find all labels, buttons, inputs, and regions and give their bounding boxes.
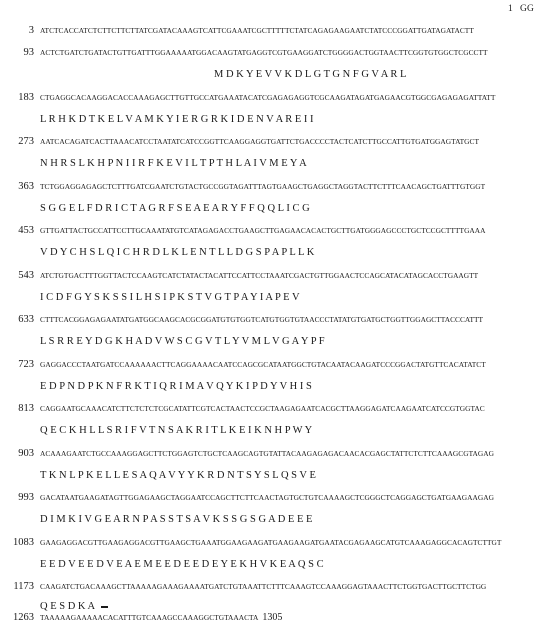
nucleotide-row xyxy=(0,611,555,625)
amino-acid-row xyxy=(40,335,545,349)
amino-acid-row xyxy=(40,246,545,260)
position-number: 183 xyxy=(18,92,34,103)
nucleotide-sequence: GACATAATGAAGATAGTTGGAGAAGCTAGGAATCCAGCTTCTTCAACTAGTGCTGTCAAAAGCTCGGGCTCAGGAGCTGATGAAGAAGAG xyxy=(40,493,494,502)
amino-acid-row xyxy=(40,513,545,527)
amino-acid-sequence: Q E C K H L L S R I F V T N S A K R I T L K E I K N H P W Y xyxy=(40,425,313,436)
nucleotide-row xyxy=(0,46,555,60)
amino-acid-row xyxy=(40,113,545,127)
position-number: 813 xyxy=(18,403,34,414)
amino-acid-sequence: V D Y C H S L Q I C H R D L K L E N T L L D G S P A P L L K xyxy=(40,247,315,258)
end-position-number: 1305 xyxy=(262,612,283,623)
nucleotide-row xyxy=(0,580,555,594)
nucleotide-row xyxy=(0,224,555,238)
nucleotide-sequence: ACTCTGATCTGATACTGTTGATTTGGAAAAATGGACAAGTATGAGGTCGTGAAGGATCTGGGGACTGGTAACTTCGGTGTGGCTCGCCTT xyxy=(40,48,488,57)
amino-acid-row xyxy=(40,424,545,438)
nucleotide-sequence: ATCTGTGACTTTGGTTACTCCAAGTCATCTATACTACATTCCATTCCTAAATCGACTGTTGGAACTCCAGCATACATAGCACCTGAAGTT xyxy=(40,271,479,280)
nucleotide-row xyxy=(0,313,555,327)
header-sequence: GG xyxy=(520,4,535,14)
nucleotide-row xyxy=(0,402,555,416)
position-number: 1173 xyxy=(13,581,34,592)
amino-acid-row xyxy=(40,380,545,394)
nucleotide-sequence: CTGAGGCACAAGGACACCAAAGAGCTTGTTGCCATGAAATACATCGAGAGAGGTCGCAAGATAGATGAGAACGTGGCGAGAGAGATTATT xyxy=(40,93,496,102)
position-number: 993 xyxy=(18,492,34,503)
nucleotide-row xyxy=(0,536,555,550)
position-number: 633 xyxy=(18,314,34,325)
nucleotide-row xyxy=(0,269,555,283)
nucleotide-row xyxy=(0,24,555,38)
amino-acid-sequence: N H R S L K H P N I I R F K E V I L T P T H L A I V M E Y A xyxy=(40,158,307,169)
amino-acid-row xyxy=(40,68,545,82)
position-number: 903 xyxy=(18,448,34,459)
nucleotide-row xyxy=(0,135,555,149)
amino-acid-sequence: I C D F G Y S K S S I L H S I P K S T V G T P A Y I A P E V xyxy=(40,292,300,303)
amino-acid-row xyxy=(40,469,545,483)
position-number: 273 xyxy=(18,136,34,147)
amino-acid-sequence: E D P N D P K N F R K T I Q R I M A V Q Y K I P D Y V H I S xyxy=(40,381,312,392)
header-row xyxy=(0,4,555,16)
nucleotide-sequence: GTTGATTACTGCCATTCCTTGCAAATATGTCATAGAGACCTGAAGCTTGAGAACACACTGCTTGATGGGAGCCCTGCTCCGCTTTTGAAA xyxy=(40,226,486,235)
nucleotide-row xyxy=(0,180,555,194)
amino-acid-sequence: M D K Y E V V K D L G T G N F G V A R L xyxy=(214,69,407,80)
header-number: 1 xyxy=(508,4,513,14)
amino-acid-row xyxy=(40,558,545,572)
amino-acid-sequence: E E D V E E D V E A E M E E D E E D E Y E K H V K E A Q S C xyxy=(40,559,324,570)
nucleotide-sequence: ATCTCACCATCTCTTCTTCTTATCGATACAAAGTCATTCGAAATCGCTTTTTCTATCAGAGAAGAATCTATCCCGGATTGATAGATACTT xyxy=(40,26,474,35)
nucleotide-sequence: GAGGACCCTAATGATCCAAAAAACTTCAGGAAAACAATCCAGCGCATAATGGCTGTACAATACAAGATCCCGGACTATGTTCACATATCT xyxy=(40,360,486,369)
amino-acid-sequence: Q E S D K A xyxy=(40,601,96,612)
nucleotide-sequence: GAAGAGGACGTTGAAGAGGACGTTGAAGCTGAAATGGAAGAAGATGAAGAAGATGAATACGAGAAGCATGTCAAAGAGGCACAGTCTTGT xyxy=(40,538,502,547)
position-number: 363 xyxy=(18,181,34,192)
position-number: 723 xyxy=(18,359,34,370)
nucleotide-sequence: ACAAAGAATCTGCCAAAGGAGCTTCTGGAGTCTGCTCAAGCAGTGTATTACAAGAGAGACAACACGAGCTATTCTCTTCAAAGCGTAGAG xyxy=(40,449,494,458)
nucleotide-sequence: TAAAAAGAAAAACACATTTGTCAAAGCCAAAGGCTGTAAACTA xyxy=(40,613,259,622)
position-number: 453 xyxy=(18,225,34,236)
position-number: 543 xyxy=(18,270,34,281)
amino-acid-sequence: L S R R E Y D G K H A D V W S C G V T L Y V M L V G A Y P F xyxy=(40,336,325,347)
amino-acid-row xyxy=(40,291,545,305)
nucleotide-row xyxy=(0,358,555,372)
nucleotide-sequence: CAGGAATGCAAACATCTTCTCTCTCGCATATTCGTCACTAACTCCGCTAAGAGAATCACGCTTAAGGAGATCAAGAATCATCCGTGGTAC xyxy=(40,404,485,413)
amino-acid-sequence: L R H K D T K E L V A M K Y I E R G R K I D E N V A R E I I xyxy=(40,114,314,125)
position-number: 1083 xyxy=(13,537,34,548)
amino-acid-row xyxy=(40,157,545,171)
nucleotide-row xyxy=(0,91,555,105)
nucleotide-row xyxy=(0,447,555,461)
nucleotide-sequence: TCTGGAGGAGAGCTCTTTGATCGAATCTGTACTGCCGGTAGATTTAGTGAAGCTGAGGCTAGGTACTTCTTTCAACAGCTGATTTGTGGT xyxy=(40,182,486,191)
amino-acid-sequence: T K N L P K E L L E S A Q A V Y Y K R D N T S Y S L Q S V E xyxy=(40,470,316,481)
position-number: 1263 xyxy=(13,612,34,623)
amino-acid-sequence: D I M K I V G E A R N P A S S T S A V K S S G S G A D E E E xyxy=(40,514,313,525)
nucleotide-sequence: CAAGATCTGACAAAGCTTAAAAAGAAAGAAAATGATCTGTAAATTCTTTCAAAGTCCAAAGGAGTAAACTTCTGGTGACTTGCTTCTGG xyxy=(40,582,487,591)
position-number: 93 xyxy=(23,47,34,58)
nucleotide-row xyxy=(0,491,555,505)
nucleotide-sequence: AATCACAGATCACTTAAACATCCTAATATCATCCGGTTCAAGGAGGTGATTCTGACCCCTACTCATCTTGCCATTGTGATGGAGTATGCT xyxy=(40,137,479,146)
nucleotide-sequence: CTTTCACGGAGAGAATATGATGGCAAGCACGCGGATGTGTGGTCATGTGGTGTAACCCTATATGTGATGCTGGTTGGAGCTTACCCATTT xyxy=(40,315,484,324)
stop-codon-mark xyxy=(101,606,108,608)
amino-acid-sequence: S G G E L F D R I C T A G R F S E A E A R Y F F Q Q L I C G xyxy=(40,203,310,214)
position-number: 3 xyxy=(28,25,34,36)
amino-acid-row xyxy=(40,202,545,216)
